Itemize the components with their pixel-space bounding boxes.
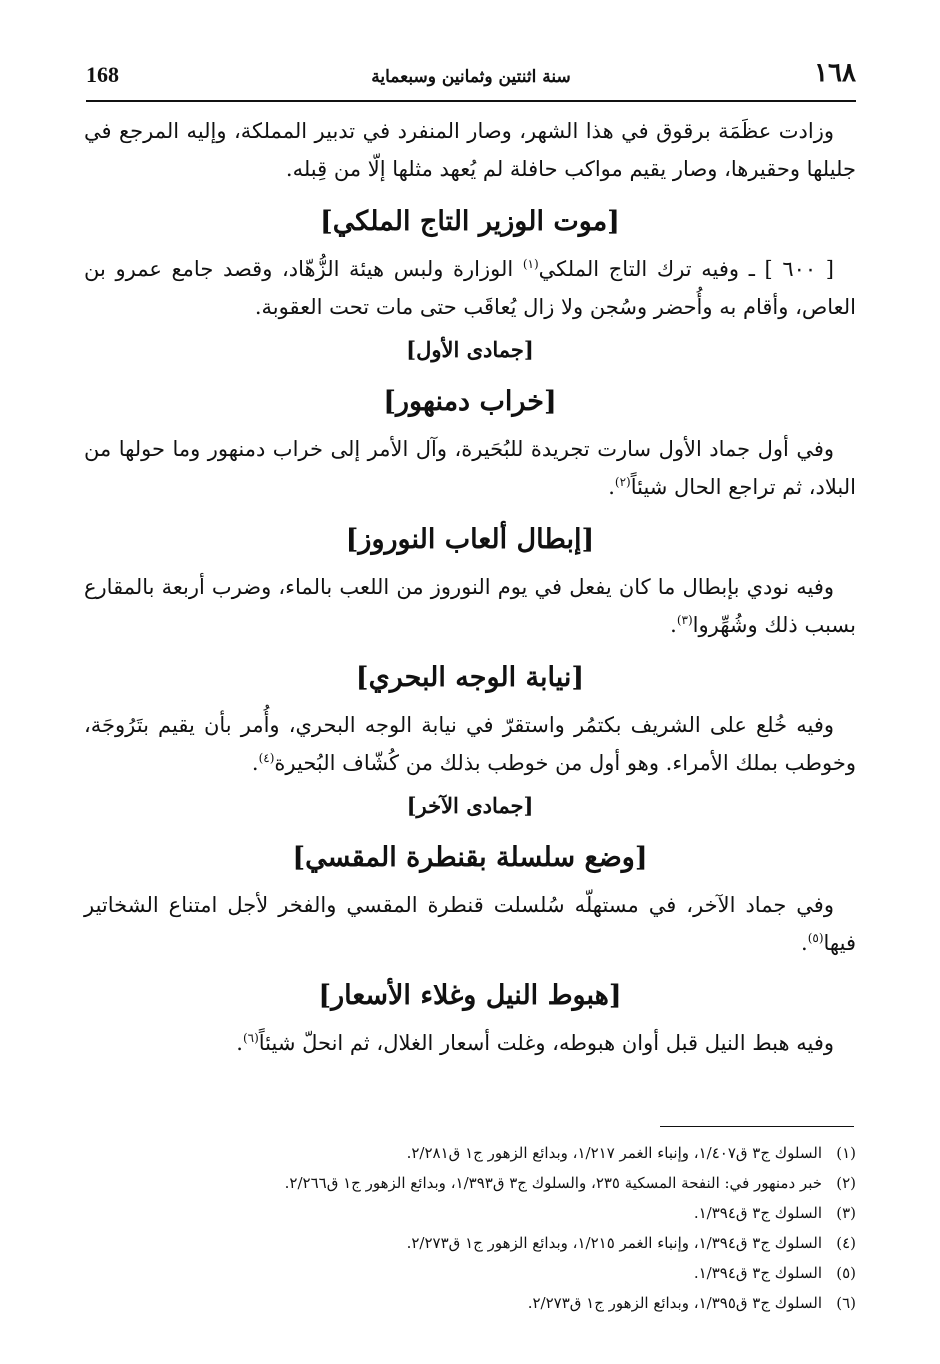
paragraph-damanhur-text-a: وفي أول جماد الأول سارت تجريدة للبُحَيرة، وآل الأمر إلى خراب دمنهور وما حولها من البلاد، ثم تراجع الحال شيئاً [84, 437, 856, 499]
footnote-ref-1: (١) [522, 257, 539, 271]
footnote-number: (١) [836, 1144, 856, 1162]
paragraph-damanhur [84, 430, 856, 506]
paragraph-vizier-text-a: [ ٦٠٠ ] ـ وفيه ترك التاج الملكي [538, 257, 834, 281]
footnote-text: السلوك ج٣ ق١/٣٩٤. [693, 1204, 822, 1222]
heading-jumada-last: [جمادى الآخر] [406, 793, 534, 818]
footnote-text: السلوك ج٣ ق١/٣٩٤. [693, 1264, 822, 1282]
paragraph-nile-text-b: . [236, 1031, 243, 1055]
heading-damanhur: [خراب دمنهور] [383, 386, 557, 417]
footnote-ref-4: (٤) [258, 751, 275, 765]
paragraph-chain-text-b: . [801, 931, 808, 955]
paragraph-barquq: وزادت عظَمَة برقوق في هذا الشهر، وصار المنفرد في تدبير المملكة، وإليه المرجع في جليلها وحقيرها، وصار يقيم مواكب حافلة لم يُعهد مثلها إلّا من قِبله. [84, 119, 856, 181]
footnote-number: (٢) [836, 1174, 856, 1192]
paragraph-nowruz [84, 568, 856, 644]
paragraph-chain-text-a: وفي جماد الآخر، في مستهلّه سُلسلت قنطرة المقسي والفخر لأجل امتناع الشخاتير فيها [84, 893, 856, 955]
footnote [84, 1138, 856, 1168]
paragraph-nowruz-text-b: . [670, 613, 677, 637]
footnote [84, 1198, 856, 1228]
footnote [84, 1228, 856, 1258]
paragraph-damanhur-text-b: . [608, 475, 615, 499]
running-title: سنة اثنتين وثمانين وسبعماية [371, 67, 571, 87]
footnote-number: (٣) [836, 1204, 856, 1222]
page-number-arabic: ١٦٨ [814, 58, 856, 88]
paragraph-niyaba-text-b: . [251, 751, 259, 775]
footnote [84, 1168, 856, 1198]
heading-chain: [وضع سلسلة بقنطرة المقسي] [292, 842, 648, 873]
footnote-ref-2: (٢) [614, 475, 631, 489]
paragraph-nile [84, 1024, 856, 1062]
footnote-number: (٥) [836, 1264, 856, 1282]
heading-nowruz: [إبطال ألعاب النوروز] [345, 524, 595, 555]
paragraph-niyaba-text-a: وفيه خُلع على الشريف بكتمُر واستقرّ في نيابة الوجه البحري، وأُمر بأن يقيم بتَرُوجَة، وخوطب بملك الأمراء. وهو أول من خوطب بذلك من كُشّاف البُحيرة [84, 713, 856, 775]
footnote [84, 1288, 856, 1318]
heading-jumada-first: [جمادى الأول] [406, 337, 534, 362]
footnote-text: السلوك ج٣ ق١/٤٠٧، وإنباء الغمر ١/٢١٧، وبدائع الزهور ج١ ق٢/٢٨١. [406, 1144, 822, 1162]
footnote-number: (٦) [836, 1294, 856, 1312]
paragraph-vizier [84, 250, 856, 326]
paragraph-chain [84, 886, 856, 962]
heading-niyaba: [نيابة الوجه البحري] [355, 662, 585, 693]
footnote-ref-5: (٥) [807, 931, 824, 945]
footnotes [84, 1138, 856, 1318]
footnote-separator [660, 1126, 854, 1127]
page-number-latin: 168 [86, 62, 119, 87]
footnote-number: (٤) [836, 1234, 856, 1252]
footnote-ref-3: (٣) [676, 613, 693, 627]
paragraph-vizier-text-b: الوزارة ولبس هيئة الزُّهّاد، وقصد جامع عمرو بن العاص، وأقام به وأُحضر وسُجن ولا زال يُعاقَب حتى مات تحت العقوبة. [84, 257, 856, 319]
footnote-text: السلوك ج٣ ق١/٣٩٤، وإنباء الغمر ١/٢١٥، وبدائع الزهور ج١ ق٢/٢٧٣. [406, 1234, 822, 1252]
footnote-ref-6: (٦) [242, 1031, 259, 1045]
paragraph-nile-text-a: وفيه هبط النيل قبل أوان هبوطه، وغلت أسعار الغلال، ثم انحلّ شيئاً [258, 1031, 834, 1055]
page-header [86, 58, 856, 102]
heading-death-of-vizier: [موت الوزير التاج الملكي] [320, 206, 620, 237]
paragraph-niyaba [84, 706, 856, 782]
footnote-text: خبر دمنهور في: النفحة المسكية ٢٣٥، والسلوك ج٣ ق١/٣٩٣، وبدائع الزهور ج١ ق٢/٢٦٦. [284, 1174, 822, 1192]
footnote-text: السلوك ج٣ ق١/٣٩٥، وبدائع الزهور ج١ ق٢/٢٧٣. [527, 1294, 822, 1312]
paragraph-nowruz-text-a: وفيه نودي بإبطال ما كان يفعل في يوم النوروز من اللعب بالماء، وضرب أربعة بالمقارع بسبب ذلك وشُهِّروا [84, 575, 856, 637]
main-text [84, 112, 856, 1062]
heading-nile: [هبوط النيل وغلاء الأسعار] [318, 980, 622, 1011]
footnote [84, 1258, 856, 1288]
